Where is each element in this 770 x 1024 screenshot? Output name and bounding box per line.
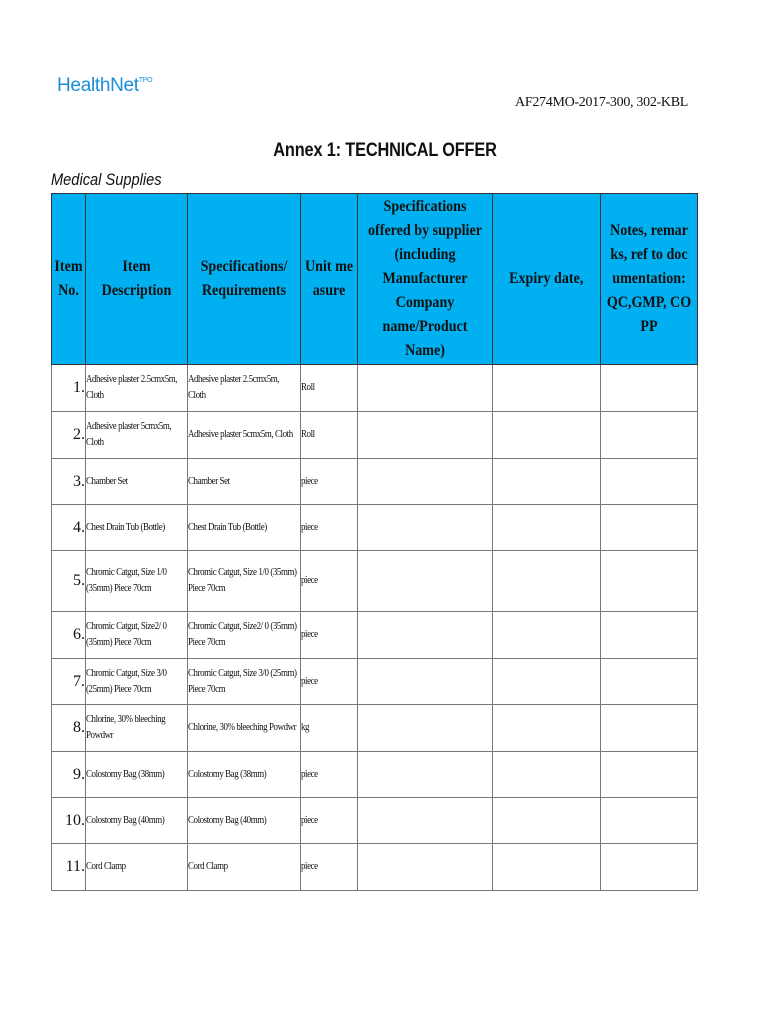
item-number-cell: 5. bbox=[52, 551, 86, 612]
item-description-cell: Colostomy Bag (38mm) bbox=[86, 752, 188, 798]
supplier-spec-cell[interactable] bbox=[358, 459, 493, 505]
item-number-cell: 6. bbox=[52, 612, 86, 659]
expiry-date-cell[interactable] bbox=[493, 412, 601, 459]
healthnet-logo bbox=[57, 75, 152, 97]
notes-cell[interactable] bbox=[601, 752, 698, 798]
supplier-spec-cell[interactable] bbox=[358, 752, 493, 798]
table-header-row bbox=[52, 194, 698, 365]
notes-cell[interactable] bbox=[601, 659, 698, 705]
unit-cell: Roll bbox=[301, 412, 358, 459]
column-header-notes: Notes, remarks, ref to documentation: QC,GMP, COPP bbox=[601, 194, 698, 365]
specification-cell: Chromic Catgut, Size2/ 0 (35mm) Piece 70cm bbox=[188, 612, 301, 659]
supplier-spec-cell[interactable] bbox=[358, 705, 493, 752]
expiry-date-cell[interactable] bbox=[493, 844, 601, 891]
notes-cell[interactable] bbox=[601, 365, 698, 412]
notes-cell[interactable] bbox=[601, 412, 698, 459]
table-row bbox=[52, 365, 698, 412]
notes-cell[interactable] bbox=[601, 705, 698, 752]
logo-superscript: TPO bbox=[138, 77, 153, 84]
item-description-cell: Colostomy Bag (40mm) bbox=[86, 798, 188, 844]
table-row bbox=[52, 844, 698, 891]
item-number-cell: 11. bbox=[52, 844, 86, 891]
supplier-spec-cell[interactable] bbox=[358, 505, 493, 551]
column-header-unit-measure: Unit measure bbox=[301, 194, 358, 365]
specification-cell: Chromic Catgut, Size 1/0 (35mm) Piece 70cm bbox=[188, 551, 301, 612]
item-number-cell: 10. bbox=[52, 798, 86, 844]
item-number-cell: 1. bbox=[52, 365, 86, 412]
expiry-date-cell[interactable] bbox=[493, 752, 601, 798]
table-row bbox=[52, 459, 698, 505]
expiry-date-cell[interactable] bbox=[493, 659, 601, 705]
item-description-cell: Adhesive plaster 2.5cmx5m, Cloth bbox=[86, 365, 188, 412]
specification-cell: Adhesive plaster 2.5cmx5m, Cloth bbox=[188, 365, 301, 412]
unit-cell: piece bbox=[301, 459, 358, 505]
notes-cell[interactable] bbox=[601, 798, 698, 844]
section-subtitle: Medical Supplies bbox=[51, 170, 162, 189]
specification-cell: Cord Clamp bbox=[188, 844, 301, 891]
specification-cell: Adhesive plaster 5cmx5m, Cloth bbox=[188, 412, 301, 459]
column-header-item-description: Item Description bbox=[86, 194, 188, 365]
item-description-cell: Chlorine, 30% bleeching Powdwr bbox=[86, 705, 188, 752]
column-header-item-no: Item No. bbox=[52, 194, 86, 365]
technical-offer-table bbox=[51, 193, 698, 891]
notes-cell[interactable] bbox=[601, 459, 698, 505]
supplier-spec-cell[interactable] bbox=[358, 365, 493, 412]
supplier-spec-cell[interactable] bbox=[358, 412, 493, 459]
item-description-cell: Cord Clamp bbox=[86, 844, 188, 891]
item-description-cell: Chamber Set bbox=[86, 459, 188, 505]
expiry-date-cell[interactable] bbox=[493, 798, 601, 844]
item-description-cell: Chromic Catgut, Size 3/0 (25mm) Piece 70cm bbox=[86, 659, 188, 705]
table-row bbox=[52, 505, 698, 551]
column-header-supplier-specifications: Specifications offered by supplier (including Manufacturer Company name/Product Name) bbox=[358, 194, 493, 365]
supplier-spec-cell[interactable] bbox=[358, 798, 493, 844]
specification-cell: Chamber Set bbox=[188, 459, 301, 505]
item-number-cell: 7. bbox=[52, 659, 86, 705]
unit-cell: piece bbox=[301, 798, 358, 844]
unit-cell: Roll bbox=[301, 365, 358, 412]
unit-cell: piece bbox=[301, 844, 358, 891]
supplier-spec-cell[interactable] bbox=[358, 844, 493, 891]
column-header-expiry-date: Expiry date, bbox=[493, 194, 601, 365]
notes-cell[interactable] bbox=[601, 612, 698, 659]
expiry-date-cell[interactable] bbox=[493, 612, 601, 659]
item-number-cell: 8. bbox=[52, 705, 86, 752]
supplier-spec-cell[interactable] bbox=[358, 551, 493, 612]
expiry-date-cell[interactable] bbox=[493, 459, 601, 505]
unit-cell: piece bbox=[301, 505, 358, 551]
table-row bbox=[52, 798, 698, 844]
unit-cell: piece bbox=[301, 612, 358, 659]
logo-text: HealthNet bbox=[57, 75, 139, 96]
table-row bbox=[52, 659, 698, 705]
specification-cell: Colostomy Bag (40mm) bbox=[188, 798, 301, 844]
table-row bbox=[52, 412, 698, 459]
unit-cell: kg bbox=[301, 705, 358, 752]
table-row bbox=[52, 705, 698, 752]
item-description-cell: Chromic Catgut, Size2/ 0 (35mm) Piece 70cm bbox=[86, 612, 188, 659]
item-number-cell: 9. bbox=[52, 752, 86, 798]
supplier-spec-cell[interactable] bbox=[358, 659, 493, 705]
table-row bbox=[52, 612, 698, 659]
unit-cell: piece bbox=[301, 752, 358, 798]
item-number-cell: 3. bbox=[52, 459, 86, 505]
unit-cell: piece bbox=[301, 659, 358, 705]
unit-cell: piece bbox=[301, 551, 358, 612]
item-number-cell: 2. bbox=[52, 412, 86, 459]
item-description-cell: Chromic Catgut, Size 1/0 (35mm) Piece 70cm bbox=[86, 551, 188, 612]
expiry-date-cell[interactable] bbox=[493, 705, 601, 752]
notes-cell[interactable] bbox=[601, 844, 698, 891]
column-header-specifications: Specifications/ Requirements bbox=[188, 194, 301, 365]
notes-cell[interactable] bbox=[601, 551, 698, 612]
table-row bbox=[52, 551, 698, 612]
specification-cell: Chest Drain Tub (Bottle) bbox=[188, 505, 301, 551]
notes-cell[interactable] bbox=[601, 505, 698, 551]
expiry-date-cell[interactable] bbox=[493, 551, 601, 612]
supplier-spec-cell[interactable] bbox=[358, 612, 493, 659]
table-row bbox=[52, 752, 698, 798]
specification-cell: Chlorine, 30% bleeching Powdwr bbox=[188, 705, 301, 752]
expiry-date-cell[interactable] bbox=[493, 505, 601, 551]
item-description-cell: Chest Drain Tub (Bottle) bbox=[86, 505, 188, 551]
item-number-cell: 4. bbox=[52, 505, 86, 551]
specification-cell: Chromic Catgut, Size 3/0 (25mm) Piece 70cm bbox=[188, 659, 301, 705]
document-reference: AF274MO-2017-300, 302-KBL bbox=[515, 95, 688, 110]
item-description-cell: Adhesive plaster 5cmx5m, Cloth bbox=[86, 412, 188, 459]
expiry-date-cell[interactable] bbox=[493, 365, 601, 412]
page-title: Annex 1: TECHNICAL OFFER bbox=[273, 140, 497, 161]
specification-cell: Colostomy Bag (38mm) bbox=[188, 752, 301, 798]
